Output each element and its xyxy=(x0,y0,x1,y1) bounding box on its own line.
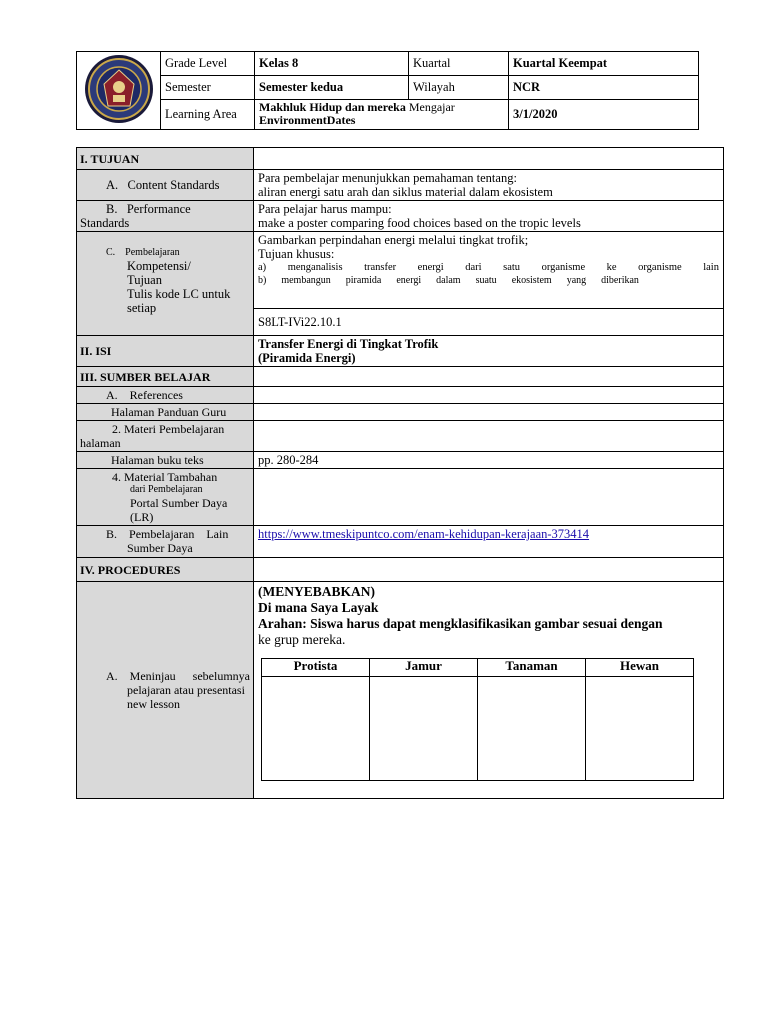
content-standards-letter: A. xyxy=(106,178,119,192)
review-letter: A. xyxy=(106,669,118,683)
competency-line: setiap xyxy=(127,301,157,315)
engage-subtitle: Di mana Saya Layak xyxy=(258,600,379,615)
objective-word: piramida xyxy=(345,275,382,286)
quarter-label: Kuartal xyxy=(409,52,509,76)
date-value: 3/1/2020 xyxy=(509,99,699,129)
additional-line1: 4. Material Tambahan xyxy=(112,470,218,484)
objective-word: b) xyxy=(258,275,267,286)
objective-word: satu xyxy=(503,262,521,273)
header-table xyxy=(76,51,699,130)
section-tujuan: I. TUJUAN xyxy=(77,148,254,170)
learning-area-value xyxy=(255,99,509,129)
learning-area-subject: Makhluk Hidup dan mereka xyxy=(259,100,406,115)
group-protista: Protista xyxy=(262,659,370,677)
semester-label: Semester xyxy=(161,75,255,99)
materials-line2: halaman xyxy=(80,436,121,450)
objective-word: ke xyxy=(606,262,617,273)
learning-area-subject-cont: EnvironmentDates xyxy=(259,113,356,128)
additional-line3: Portal Sumber Daya (LR) xyxy=(130,496,228,524)
objective-word: diberikan xyxy=(601,275,639,286)
materials-line1: 2. Materi Pembelajaran xyxy=(112,422,225,436)
competency-value xyxy=(254,232,724,309)
seal-icon xyxy=(84,54,154,124)
objective-word: organisme xyxy=(638,262,682,273)
objective-word: yang xyxy=(566,275,587,286)
references-text: References xyxy=(129,388,183,402)
other-resources-label xyxy=(77,526,254,558)
objective-word: lain xyxy=(703,262,719,273)
review-label1b: sebelumnya xyxy=(192,669,250,683)
performance-letter: B. xyxy=(106,202,118,216)
quarter-value: Kuartal Keempat xyxy=(509,52,699,76)
objective-word: energi xyxy=(417,262,444,273)
performance-label2: Standards xyxy=(80,216,130,230)
additional-line2: dari Pembelajaran xyxy=(130,484,203,495)
semester-value: Semester kedua xyxy=(255,75,409,99)
learning-area-label: Learning Area xyxy=(161,99,255,129)
materials-label xyxy=(77,421,254,452)
competency-line: Tulis kode LC untuk xyxy=(127,287,231,301)
performance-line1: Para pelajar harus mampu: xyxy=(258,202,392,216)
other-label2: Sumber Daya xyxy=(127,541,193,555)
objective-word: ekosistem xyxy=(511,275,552,286)
section-sumber-belajar: III. SUMBER BELAJAR xyxy=(77,367,254,387)
other-label1b: Lain xyxy=(206,527,229,541)
isi-subtitle: (Piramida Energi) xyxy=(258,351,356,365)
additional-materials-label xyxy=(77,469,254,526)
objective-b xyxy=(258,275,719,287)
objective-word: energi xyxy=(396,275,422,286)
content-standards-label xyxy=(77,170,254,201)
performance-line2: make a poster comparing food choices based on the tropic levels xyxy=(258,216,581,230)
region-label: Wilayah xyxy=(409,75,509,99)
performance-standards-value xyxy=(254,201,724,232)
isi-value xyxy=(254,336,724,367)
competency-label xyxy=(77,232,254,336)
engage-direction-cont: ke grup mereka. xyxy=(258,632,346,647)
group-jamur: Jamur xyxy=(370,659,478,677)
group-cell-empty xyxy=(586,677,694,781)
lc-code: S8LT-IVi22.10.1 xyxy=(254,309,724,336)
section-isi: II. ISI xyxy=(77,336,254,367)
content-standards-line1: Para pembelajar menunjukkan pemahaman tentang: xyxy=(258,171,517,185)
competency-letter: C. xyxy=(106,247,116,258)
objective-word: membangun xyxy=(281,275,331,286)
content-standards-text: Content Standards xyxy=(127,178,220,192)
review-value xyxy=(254,582,724,799)
engage-title: (MENYEBABKAN) xyxy=(258,584,375,599)
engage-direction: Arahan: Siswa harus dapat mengklasifikasikan gambar sesuai dengan xyxy=(258,616,663,631)
teaching-dates-label: Mengajar xyxy=(408,100,455,115)
other-label1a: Pembelajaran xyxy=(129,527,195,541)
competency-label-small: Pembelajaran xyxy=(125,247,180,258)
objective-word: suatu xyxy=(475,275,497,286)
grade-level-value: Kelas 8 xyxy=(255,52,409,76)
other-letter: B. xyxy=(106,527,118,541)
textbook-value: pp. 280-284 xyxy=(254,452,724,469)
competency-line: Tujuan xyxy=(127,273,162,287)
region-value: NCR xyxy=(509,75,699,99)
objective-word: a) xyxy=(258,262,267,273)
other-resources-value xyxy=(254,526,724,558)
isi-title: Transfer Energi di Tingkat Trofik xyxy=(258,337,439,351)
references-letter: A. xyxy=(106,388,118,402)
textbook-label: Halaman buku teks xyxy=(77,452,254,469)
objective-word: menganalisis xyxy=(287,262,343,273)
group-hewan: Hewan xyxy=(586,659,694,677)
group-tanaman: Tanaman xyxy=(478,659,586,677)
group-cell-empty xyxy=(262,677,370,781)
review-label xyxy=(77,582,254,799)
group-cell-empty xyxy=(370,677,478,781)
review-label3: new lesson xyxy=(127,697,180,711)
objective-a xyxy=(258,261,719,275)
review-label1a: Meninjau xyxy=(129,669,176,683)
deped-seal-logo xyxy=(77,52,161,130)
objective-word: organisme xyxy=(541,262,586,273)
grade-level-label: Grade Level xyxy=(161,52,255,76)
performance-standards-label xyxy=(77,201,254,232)
objective-word: dari xyxy=(465,262,482,273)
group-cell-empty xyxy=(478,677,586,781)
resource-link[interactable]: https://www.tmeskipuntco.com/enam-kehidupan-kerajaan-373414 xyxy=(258,527,590,541)
objective-word: dalam xyxy=(436,275,461,286)
review-label2: pelajaran atau presentasi xyxy=(127,683,245,697)
competency-text1: Gambarkan perpindahan energi melalui tingkat trofik; xyxy=(258,233,529,247)
classification-table xyxy=(261,658,694,781)
content-standards-value xyxy=(254,170,724,201)
performance-label1: Performance xyxy=(126,202,191,216)
teacher-guide-label: Halaman Panduan Guru xyxy=(77,404,254,421)
section-procedures: IV. PROCEDURES xyxy=(77,558,254,582)
competency-text2: Tujuan khusus: xyxy=(258,247,335,261)
competency-line: Kompetensi/ xyxy=(127,259,191,273)
objective-word: transfer xyxy=(364,262,397,273)
content-standards-line2: aliran energi satu arah dan siklus material dalam ekosistem xyxy=(258,185,553,199)
lesson-plan-table xyxy=(76,147,724,799)
references-label xyxy=(77,387,254,404)
